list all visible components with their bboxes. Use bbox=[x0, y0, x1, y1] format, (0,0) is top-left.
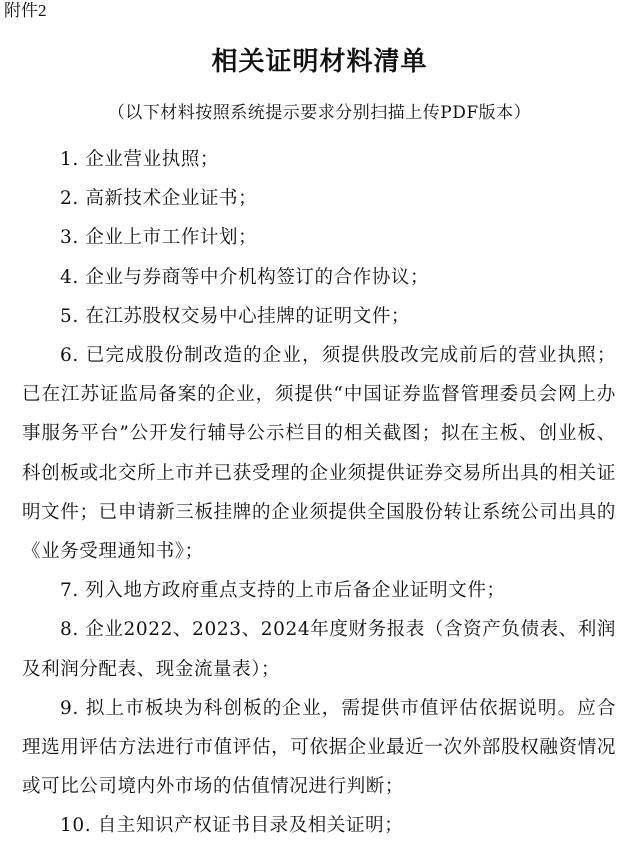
list-item: 2. 高新技术企业证书； bbox=[60, 188, 258, 210]
list-item: 6. 已完成股份制改造的企业，须提供股改完成前后的营业执照；已在江苏证监局备案的企业，须提供“中国证券监督管理委员会网上办事服务平台”公开发行辅导公示栏目的相关截图；拟在主板、创业板、科创板或北交所上市并已获受理的企业须提供证券交易所出具的相关证明文件；已申请新三板挂牌的企业须提供全国股份转让系统公司出具的《业务受理通知书》； bbox=[22, 345, 616, 563]
list-item: 4. 企业与券商等中介机构签订的合作协议； bbox=[60, 266, 430, 288]
upload-instruction-note: （以下材料按照系统提示要求分别扫描上传PDF版本） bbox=[107, 103, 532, 123]
list-item: 10. 自主知识产权证书目录及相关证明； bbox=[60, 815, 404, 837]
document-title: 相关证明材料清单 bbox=[211, 47, 428, 77]
list-item: 1. 企业营业执照； bbox=[60, 149, 220, 170]
list-item: 3. 企业上市工作计划； bbox=[60, 227, 258, 249]
annex-label: 附件2 bbox=[4, 1, 47, 20]
list-item: 9. 拟上市板块为科创板的企业，需提供市值评估依据说明。应合理选用评估方法进行市值评估，可依据企业最近一次外部股权融资情况或可比公司境内外市场的估值情况进行判断； bbox=[22, 697, 616, 798]
materials-list bbox=[22, 140, 616, 846]
list-item: 5. 在江苏股权交易中心挂牌的证明文件； bbox=[60, 305, 411, 327]
list-item: 8. 企业2022、2023、2024年度财务报表（含资产负债表、利润及利润分配表、现金流量表）； bbox=[22, 619, 616, 680]
list-item: 7. 列入地方政府重点支持的上市后备企业证明文件； bbox=[60, 580, 506, 602]
